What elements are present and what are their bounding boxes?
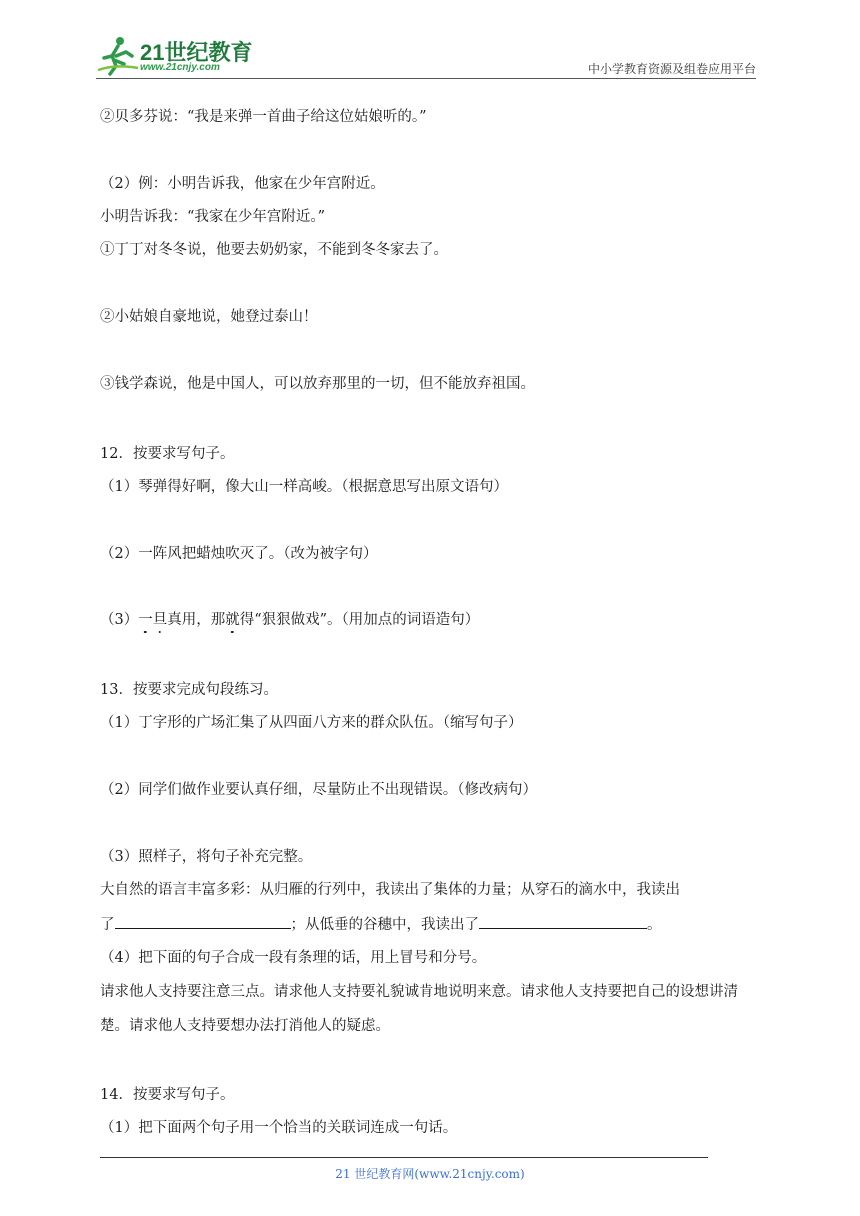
question-13-title: 13．按要求完成句段练习。	[100, 682, 278, 698]
text-segment: 得“狠狠做戏”。（用加点的词语造句）	[239, 612, 480, 628]
question-14-title: 14．按要求写句子。	[100, 1087, 235, 1103]
emphasized-char: 旦	[153, 612, 168, 628]
answer-blank-2[interactable]	[479, 914, 647, 929]
logo-text: 21世纪教育	[140, 40, 253, 65]
text-line: （2）同学们做作业要认真仔细，尽量防止不出现错误。（修改病句）	[100, 782, 537, 798]
text-line: 大自然的语言丰富多彩：从归雁的行列中，我读出了集体的力量；从穿石的滴水中，我读出	[100, 882, 680, 898]
footer-link[interactable]: 21 世纪教育网(www.21cnjy.com)	[335, 1167, 525, 1181]
fill-blank-line	[100, 914, 662, 935]
text-line: （4）把下面的句子合成一段有条理的话，用上冒号和分号。	[100, 950, 487, 966]
text-line: 楚。请求他人支持要想办法打消他人的疑虑。	[100, 1018, 390, 1034]
text-segment: 。	[647, 917, 662, 933]
text-line: 请求他人支持要注意三点。请求他人支持要礼貌诚肯地说明来意。请求他人支持要把自己的设想讲清	[100, 984, 738, 1000]
text-line: ②贝多芬说：“我是来弹一首曲子给这位姑娘听的。”	[100, 109, 427, 125]
site-logo[interactable]	[96, 34, 266, 76]
text-segment: 真用，那	[167, 612, 226, 628]
text-line: （3）照样子，将句子补充完整。	[100, 849, 313, 865]
text-line: （1）把下面两个句子用一个恰当的关联词连成一句话。	[100, 1120, 458, 1136]
runner-logo-icon	[96, 34, 140, 76]
text-line: （2）一阵风把蜡烛吹灭了。（改为被字句）	[100, 546, 378, 562]
text-line: ①丁丁对冬冬说，他要去奶奶家，不能到冬冬家去了。	[100, 242, 448, 258]
text-line: （1）丁字形的广场汇集了从四面八方来的群众队伍。（缩写句子）	[100, 715, 523, 731]
platform-title: 中小学教育资源及组卷应用平台	[587, 62, 756, 76]
text-line: ③钱学森说，他是中国人，可以放弃那里的一切，但不能放弃祖国。	[100, 376, 535, 392]
item-prefix: （3）	[100, 612, 139, 628]
text-line: ②小姑娘自豪地说，她登过泰山！	[100, 309, 318, 325]
dotted-word-line	[100, 610, 479, 630]
emphasis-dot	[159, 631, 162, 634]
text-line: （1）琴弹得好啊，像大山一样高峻。（根据意思写出原文语句）	[100, 479, 508, 495]
header-divider	[96, 78, 756, 79]
emphasis-dot	[231, 631, 234, 634]
text-segment: 了	[100, 917, 115, 933]
emphasis-dot	[144, 631, 147, 634]
example-line: （2）例：小明告诉我，他家在少年宫附近。	[100, 176, 385, 192]
footer-divider	[100, 1157, 708, 1158]
emphasized-char: 就	[225, 612, 240, 628]
emphasized-char: 一	[138, 612, 153, 628]
answer-blank-1[interactable]	[115, 914, 291, 929]
text-segment: ；从低垂的谷穗中，我读出了	[290, 917, 479, 933]
text-line: 小明告诉我：“我家在少年宫附近。”	[100, 209, 326, 225]
page-header	[96, 34, 756, 80]
logo-url: www.21cnjy.com	[140, 62, 220, 73]
question-12-title: 12．按要求写句子。	[100, 446, 235, 462]
